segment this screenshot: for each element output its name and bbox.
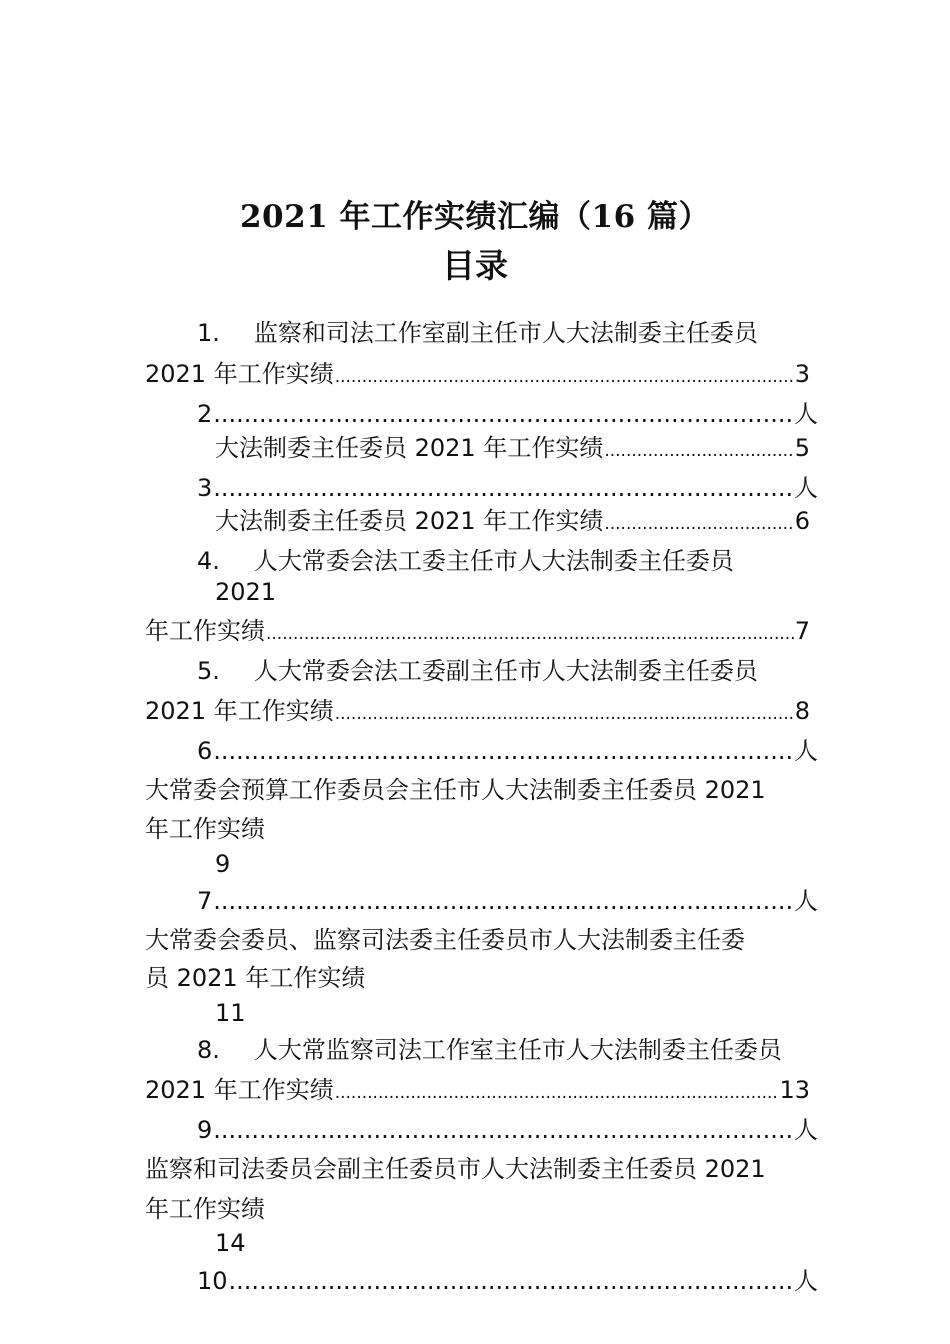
toc-entry-4-page: 7	[794, 617, 810, 645]
toc-entry-5-title: 人大常委会法工委副主任市人大法制委主任委员	[253, 657, 758, 685]
toc-heading: 目录	[442, 246, 508, 285]
toc-entry-8-line1[interactable]	[197, 1034, 782, 1066]
toc-entry-9-page-line[interactable]	[215, 1227, 246, 1259]
toc-entry-10-number: 10	[197, 1267, 228, 1295]
toc-entry-10-lead-end: 人	[794, 1267, 818, 1295]
dot-leader	[266, 618, 794, 647]
toc-entry-4-title: 人大常委会法工委主任市人大法制委主任委员	[253, 547, 734, 575]
toc-entry-9-page: 14	[215, 1229, 246, 1257]
toc-entry-8-line2[interactable]	[145, 1074, 810, 1106]
toc-entry-7-title-cont2: 员 2021 年工作实绩	[145, 964, 366, 992]
toc-entry-2-line2[interactable]	[215, 432, 810, 464]
toc-entry-7-number: 7	[197, 887, 213, 915]
toc-entry-7-page-line[interactable]	[215, 997, 246, 1029]
toc-entry-2-line1[interactable]	[197, 398, 818, 430]
dot-leader	[213, 398, 793, 430]
toc-entry-9-title-cont2: 年工作实绩	[145, 1195, 265, 1223]
dot-leader	[213, 885, 793, 917]
toc-entry-6-line1[interactable]	[197, 735, 818, 767]
dot-leader	[335, 361, 794, 390]
toc-entry-7-line3	[145, 962, 365, 994]
toc-entry-7-line2	[145, 924, 745, 956]
toc-entry-2-page: 5	[794, 434, 810, 462]
toc-entry-3-title-cont: 大法制委主任委员 2021 年工作实绩	[215, 507, 604, 535]
dot-leader	[335, 1077, 779, 1106]
dot-leader	[229, 1265, 793, 1297]
toc-entry-7-line1[interactable]	[197, 885, 818, 917]
toc-entry-8-number: 8.	[197, 1036, 220, 1064]
toc-entry-5-page: 8	[794, 697, 810, 725]
dot-leader	[213, 1114, 793, 1146]
toc-entry-5-number: 5.	[197, 657, 220, 685]
toc-entry-6-lead-end: 人	[794, 737, 818, 765]
dot-leader	[604, 508, 793, 537]
toc-entry-5-line2[interactable]	[145, 695, 810, 727]
toc-entry-6-line2	[145, 774, 766, 806]
toc-entry-8-title-cont: 2021 年工作实绩	[145, 1076, 334, 1104]
toc-entry-7-lead-end: 人	[794, 887, 818, 915]
dot-leader	[335, 698, 794, 727]
toc-entry-4-title-cont2: 年工作实绩	[145, 617, 265, 645]
toc-entry-3-line2[interactable]	[215, 505, 810, 537]
toc-entry-3-line1[interactable]	[197, 472, 818, 504]
toc-entry-9-number: 9	[197, 1116, 213, 1144]
toc-entry-3-page: 6	[794, 507, 810, 535]
toc-entry-4-title-cont: 2021	[215, 578, 277, 606]
toc-entry-10-line1[interactable]	[197, 1265, 818, 1297]
toc-entry-9-line1[interactable]	[197, 1114, 818, 1146]
toc-entry-4-line2	[215, 576, 276, 608]
toc-entry-9-title-cont: 监察和司法委员会副主任委员市人大法制委主任委员 2021	[145, 1155, 766, 1183]
toc-entry-5-line1[interactable]	[197, 655, 758, 687]
dot-leader	[213, 735, 793, 767]
toc-entry-8-page: 13	[779, 1076, 810, 1104]
toc-entry-9-line2	[145, 1153, 766, 1185]
toc-entry-2-title-cont: 大法制委主任委员 2021 年工作实绩	[215, 434, 604, 462]
toc-entry-6-page-line[interactable]	[215, 848, 230, 880]
toc-entry-1-line2[interactable]	[145, 358, 810, 390]
toc-entry-9-lead-end: 人	[794, 1116, 818, 1144]
toc-entry-5-title-cont: 2021 年工作实绩	[145, 697, 334, 725]
dot-leader	[213, 472, 793, 504]
toc-entry-2-number: 2	[197, 400, 213, 428]
toc-entry-3-number: 3	[197, 474, 213, 502]
toc-entry-2-lead-end: 人	[794, 400, 818, 428]
toc-entry-9-line3	[145, 1193, 265, 1225]
toc-entry-1-number: 1.	[197, 319, 220, 347]
dot-leader	[604, 435, 793, 464]
toc-entry-7-title-cont: 大常委会委员、监察司法委主任委员市人大法制委主任委	[145, 926, 745, 954]
toc-entry-6-number: 6	[197, 737, 213, 765]
toc-entry-7-page: 11	[215, 999, 246, 1027]
toc-entry-6-page: 9	[215, 850, 231, 878]
toc-entry-1-line1[interactable]	[197, 317, 758, 349]
toc-entry-6-line3	[145, 813, 265, 845]
toc-entry-4-number: 4.	[197, 547, 220, 575]
toc-entry-4-line3[interactable]	[145, 615, 810, 647]
toc-entry-6-title-cont2: 年工作实绩	[145, 815, 265, 843]
toc-entry-1-title-cont: 2021 年工作实绩	[145, 360, 334, 388]
toc-entry-1-title: 监察和司法工作室副主任市人大法制委主任委员	[253, 319, 758, 347]
toc-entry-8-title: 人大常监察司法工作室主任市人大法制委主任委员	[253, 1036, 782, 1064]
toc-entry-3-lead-end: 人	[794, 474, 818, 502]
toc-entry-1-page: 3	[794, 360, 810, 388]
toc-entry-6-title-cont: 大常委会预算工作委员会主任市人大法制委主任委员 2021	[145, 776, 766, 804]
toc-entry-4-line1[interactable]	[197, 545, 734, 577]
document-title: 2021 年工作实绩汇编（16 篇）	[239, 199, 710, 235]
